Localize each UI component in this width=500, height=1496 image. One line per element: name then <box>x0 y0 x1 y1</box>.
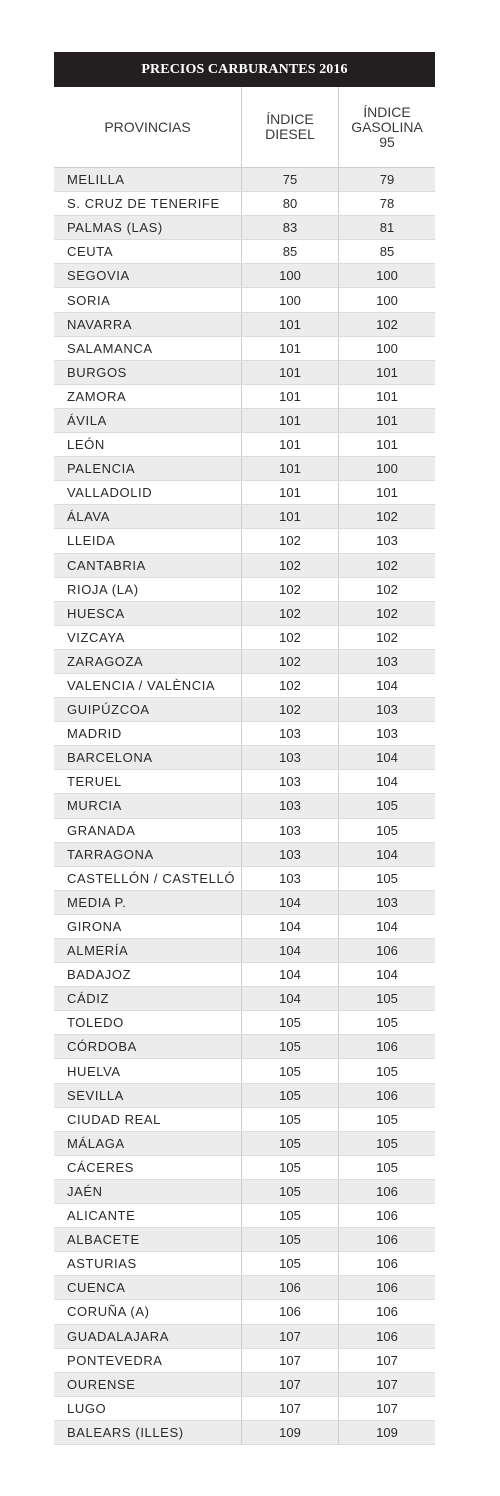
cell-indice-gasolina: 101 <box>338 433 435 456</box>
cell-provincia: CEUTA <box>67 244 114 260</box>
cell-provincia: HUESCA <box>67 605 125 621</box>
cell-indice-gasolina: 106 <box>338 939 435 962</box>
table-row <box>54 433 435 457</box>
cell-indice-gasolina: 105 <box>338 1108 435 1131</box>
cell-provincia: CÁDIZ <box>67 991 109 1007</box>
table-row <box>54 1300 435 1324</box>
cell-indice-gasolina: 102 <box>338 578 435 601</box>
table-header-row <box>54 87 435 168</box>
table-row <box>54 288 435 312</box>
cell-provincia: GRANADA <box>67 822 136 838</box>
table-row <box>54 168 435 192</box>
table-row <box>54 361 435 385</box>
cell-indice-diesel: 105 <box>241 1180 338 1203</box>
cell-provincia: TARRAGONA <box>67 846 154 862</box>
cell-provincia: NAVARRA <box>67 316 133 332</box>
cell-indice-diesel: 105 <box>241 1084 338 1107</box>
cell-indice-diesel: 104 <box>241 939 338 962</box>
fuel-price-table <box>54 52 435 1445</box>
cell-indice-diesel: 80 <box>241 192 338 215</box>
cell-indice-diesel: 104 <box>241 915 338 938</box>
table-row <box>54 843 435 867</box>
cell-indice-diesel: 103 <box>241 867 338 890</box>
cell-indice-diesel: 105 <box>241 1156 338 1179</box>
cell-indice-gasolina: 106 <box>338 1300 435 1323</box>
cell-indice-gasolina: 105 <box>338 819 435 842</box>
cell-indice-gasolina: 107 <box>338 1349 435 1372</box>
cell-indice-diesel: 105 <box>241 1035 338 1058</box>
cell-provincia: OURENSE <box>67 1376 136 1392</box>
cell-indice-diesel: 83 <box>241 216 338 239</box>
cell-provincia: ALMERÍA <box>67 943 129 959</box>
table-row <box>54 240 435 264</box>
cell-indice-gasolina: 107 <box>338 1373 435 1396</box>
cell-provincia: VALLADOLID <box>67 485 153 501</box>
cell-provincia: S. CRUZ DE TENERIFE <box>67 196 220 212</box>
cell-indice-gasolina: 100 <box>338 337 435 360</box>
cell-indice-gasolina: 104 <box>338 674 435 697</box>
cell-provincia: CASTELLÓN / CASTELLÓ <box>67 870 236 886</box>
table-row <box>54 746 435 770</box>
cell-indice-gasolina: 78 <box>338 192 435 215</box>
cell-indice-gasolina: 105 <box>338 1156 435 1179</box>
table-row <box>54 1180 435 1204</box>
cell-indice-gasolina: 101 <box>338 409 435 432</box>
table-row <box>54 819 435 843</box>
cell-indice-diesel: 101 <box>241 433 338 456</box>
cell-provincia: VIZCAYA <box>67 629 125 645</box>
table-row <box>54 409 435 433</box>
cell-indice-gasolina: 102 <box>338 602 435 625</box>
cell-indice-gasolina: 102 <box>338 313 435 336</box>
cell-indice-gasolina: 103 <box>338 722 435 745</box>
table-row <box>54 1373 435 1397</box>
cell-indice-diesel: 105 <box>241 1108 338 1131</box>
cell-provincia: BARCELONA <box>67 750 153 766</box>
cell-indice-gasolina: 106 <box>338 1035 435 1058</box>
cell-indice-gasolina: 106 <box>338 1204 435 1227</box>
table-row <box>54 1035 435 1059</box>
table-row <box>54 626 435 650</box>
cell-provincia: LEÓN <box>67 437 105 453</box>
header-indice-gasolina: ÍNDICE GASOLINA 95 <box>338 87 435 167</box>
cell-indice-gasolina: 106 <box>338 1228 435 1251</box>
cell-indice-gasolina: 104 <box>338 963 435 986</box>
cell-indice-diesel: 105 <box>241 1132 338 1155</box>
cell-indice-gasolina: 102 <box>338 554 435 577</box>
header-indice-diesel: ÍNDICE DIESEL <box>241 87 338 167</box>
cell-provincia: JAÉN <box>67 1183 103 1199</box>
cell-provincia: PONTEVEDRA <box>67 1352 163 1368</box>
table-row <box>54 915 435 939</box>
table-row <box>54 1276 435 1300</box>
cell-provincia: PALENCIA <box>67 461 136 477</box>
cell-provincia: SALAMANCA <box>67 340 153 356</box>
cell-indice-gasolina: 100 <box>338 264 435 287</box>
cell-indice-diesel: 102 <box>241 602 338 625</box>
cell-indice-gasolina: 100 <box>338 288 435 311</box>
cell-provincia: BALEARS (ILLES) <box>67 1424 184 1440</box>
cell-indice-diesel: 103 <box>241 794 338 817</box>
cell-indice-gasolina: 105 <box>338 1132 435 1155</box>
cell-indice-gasolina: 79 <box>338 168 435 191</box>
cell-indice-diesel: 85 <box>241 240 338 263</box>
cell-indice-gasolina: 105 <box>338 987 435 1010</box>
cell-provincia: ZAMORA <box>67 388 127 404</box>
table-row <box>54 578 435 602</box>
cell-provincia: CIUDAD REAL <box>67 1111 162 1127</box>
cell-indice-gasolina: 103 <box>338 529 435 552</box>
cell-provincia: MELILLA <box>67 172 125 188</box>
cell-provincia: SEVILLA <box>67 1087 124 1103</box>
cell-provincia: GIRONA <box>67 918 122 934</box>
cell-indice-gasolina: 100 <box>338 457 435 480</box>
table-row <box>54 722 435 746</box>
cell-indice-diesel: 100 <box>241 288 338 311</box>
cell-provincia: ZARAGOZA <box>67 653 144 669</box>
cell-indice-diesel: 104 <box>241 963 338 986</box>
cell-indice-gasolina: 103 <box>338 698 435 721</box>
cell-indice-diesel: 109 <box>241 1421 338 1444</box>
cell-indice-diesel: 103 <box>241 843 338 866</box>
cell-provincia: GUIPÚZCOA <box>67 702 150 718</box>
cell-indice-gasolina: 104 <box>338 843 435 866</box>
cell-indice-gasolina: 102 <box>338 505 435 528</box>
cell-indice-gasolina: 104 <box>338 915 435 938</box>
cell-provincia: CÓRDOBA <box>67 1039 137 1055</box>
table-row <box>54 313 435 337</box>
cell-provincia: TERUEL <box>67 774 122 790</box>
table-row <box>54 1397 435 1421</box>
cell-indice-diesel: 101 <box>241 457 338 480</box>
table-row <box>54 674 435 698</box>
cell-indice-diesel: 102 <box>241 698 338 721</box>
table-row <box>54 891 435 915</box>
table-row <box>54 481 435 505</box>
cell-indice-diesel: 101 <box>241 361 338 384</box>
cell-indice-diesel: 103 <box>241 746 338 769</box>
cell-indice-gasolina: 104 <box>338 770 435 793</box>
table-row <box>54 1228 435 1252</box>
cell-provincia: MÁLAGA <box>67 1135 125 1151</box>
table-row <box>54 1349 435 1373</box>
cell-indice-gasolina: 81 <box>338 216 435 239</box>
cell-indice-gasolina: 102 <box>338 626 435 649</box>
cell-indice-diesel: 105 <box>241 1204 338 1227</box>
table-row <box>54 963 435 987</box>
table-row <box>54 554 435 578</box>
table-row <box>54 794 435 818</box>
cell-indice-gasolina: 85 <box>338 240 435 263</box>
cell-provincia: CORUÑA (A) <box>67 1304 150 1320</box>
table-row <box>54 1011 435 1035</box>
table-row <box>54 867 435 891</box>
table-row <box>54 457 435 481</box>
cell-provincia: CUENCA <box>67 1280 126 1296</box>
cell-indice-diesel: 105 <box>241 1252 338 1275</box>
table-row <box>54 1204 435 1228</box>
cell-indice-diesel: 102 <box>241 674 338 697</box>
table-row <box>54 650 435 674</box>
cell-provincia: GUADALAJARA <box>67 1328 169 1344</box>
cell-indice-diesel: 105 <box>241 1011 338 1034</box>
cell-indice-gasolina: 106 <box>338 1325 435 1348</box>
cell-provincia: MADRID <box>67 726 122 742</box>
table-title: PRECIOS CARBURANTES 2016 <box>54 52 435 87</box>
cell-indice-diesel: 102 <box>241 650 338 673</box>
cell-indice-diesel: 101 <box>241 337 338 360</box>
cell-provincia: BURGOS <box>67 364 127 380</box>
cell-indice-diesel: 101 <box>241 313 338 336</box>
cell-indice-diesel: 105 <box>241 1059 338 1082</box>
cell-indice-diesel: 102 <box>241 626 338 649</box>
cell-provincia: CANTABRIA <box>67 557 146 573</box>
cell-provincia: PALMAS (LAS) <box>67 220 163 236</box>
cell-indice-gasolina: 105 <box>338 1059 435 1082</box>
cell-indice-diesel: 105 <box>241 1228 338 1251</box>
table-row <box>54 1059 435 1083</box>
cell-provincia: ALBACETE <box>67 1232 140 1248</box>
cell-indice-diesel: 107 <box>241 1349 338 1372</box>
cell-indice-gasolina: 104 <box>338 746 435 769</box>
header-provincias: PROVINCIAS <box>104 118 191 135</box>
cell-indice-diesel: 101 <box>241 505 338 528</box>
cell-indice-diesel: 104 <box>241 891 338 914</box>
cell-provincia: ÁLAVA <box>67 509 110 525</box>
table-row <box>54 1325 435 1349</box>
table-body <box>54 168 435 1445</box>
cell-indice-diesel: 107 <box>241 1373 338 1396</box>
cell-indice-diesel: 102 <box>241 554 338 577</box>
table-row <box>54 698 435 722</box>
cell-provincia: ÁVILA <box>67 412 107 428</box>
cell-indice-gasolina: 109 <box>338 1421 435 1444</box>
table-row <box>54 1421 435 1445</box>
cell-indice-diesel: 103 <box>241 770 338 793</box>
table-row <box>54 770 435 794</box>
cell-indice-gasolina: 101 <box>338 385 435 408</box>
table-row <box>54 192 435 216</box>
cell-indice-gasolina: 103 <box>338 650 435 673</box>
cell-provincia: SORIA <box>67 292 111 308</box>
cell-indice-gasolina: 101 <box>338 481 435 504</box>
cell-indice-diesel: 101 <box>241 385 338 408</box>
cell-indice-diesel: 100 <box>241 264 338 287</box>
cell-indice-diesel: 106 <box>241 1300 338 1323</box>
cell-indice-diesel: 102 <box>241 529 338 552</box>
cell-indice-gasolina: 105 <box>338 794 435 817</box>
table-row <box>54 987 435 1011</box>
cell-provincia: CÁCERES <box>67 1159 135 1175</box>
table-row <box>54 602 435 626</box>
cell-indice-gasolina: 105 <box>338 867 435 890</box>
cell-provincia: VALENCIA / VALÈNCIA <box>67 678 216 694</box>
cell-provincia: LUGO <box>67 1400 107 1416</box>
cell-indice-diesel: 106 <box>241 1276 338 1299</box>
cell-indice-diesel: 103 <box>241 722 338 745</box>
table-row <box>54 505 435 529</box>
cell-indice-diesel: 107 <box>241 1397 338 1420</box>
table-row <box>54 1132 435 1156</box>
cell-provincia: ALICANTE <box>67 1208 136 1224</box>
table-row <box>54 1084 435 1108</box>
cell-indice-gasolina: 107 <box>338 1397 435 1420</box>
cell-provincia: MURCIA <box>67 798 122 814</box>
table-row <box>54 529 435 553</box>
table-row <box>54 337 435 361</box>
cell-indice-diesel: 107 <box>241 1325 338 1348</box>
cell-indice-gasolina: 106 <box>338 1276 435 1299</box>
table-row <box>54 1108 435 1132</box>
cell-provincia: HUELVA <box>67 1063 121 1079</box>
cell-provincia: SEGOVIA <box>67 268 130 284</box>
cell-indice-diesel: 75 <box>241 168 338 191</box>
cell-provincia: MEDIA P. <box>67 894 127 910</box>
cell-indice-gasolina: 105 <box>338 1011 435 1034</box>
cell-provincia: LLEIDA <box>67 533 116 549</box>
cell-indice-diesel: 101 <box>241 481 338 504</box>
table-row <box>54 264 435 288</box>
cell-provincia: RIOJA (LA) <box>67 581 139 597</box>
table-row <box>54 216 435 240</box>
table-row <box>54 1252 435 1276</box>
cell-indice-diesel: 103 <box>241 819 338 842</box>
cell-provincia: BADAJOZ <box>67 967 132 983</box>
cell-indice-gasolina: 101 <box>338 361 435 384</box>
cell-indice-gasolina: 103 <box>338 891 435 914</box>
table-row <box>54 385 435 409</box>
cell-indice-diesel: 102 <box>241 578 338 601</box>
cell-indice-gasolina: 106 <box>338 1084 435 1107</box>
table-row <box>54 1156 435 1180</box>
cell-indice-gasolina: 106 <box>338 1180 435 1203</box>
cell-indice-diesel: 101 <box>241 409 338 432</box>
cell-indice-gasolina: 106 <box>338 1252 435 1275</box>
cell-indice-diesel: 104 <box>241 987 338 1010</box>
table-row <box>54 939 435 963</box>
cell-provincia: TOLEDO <box>67 1015 124 1031</box>
cell-provincia: ASTURIAS <box>67 1256 137 1272</box>
